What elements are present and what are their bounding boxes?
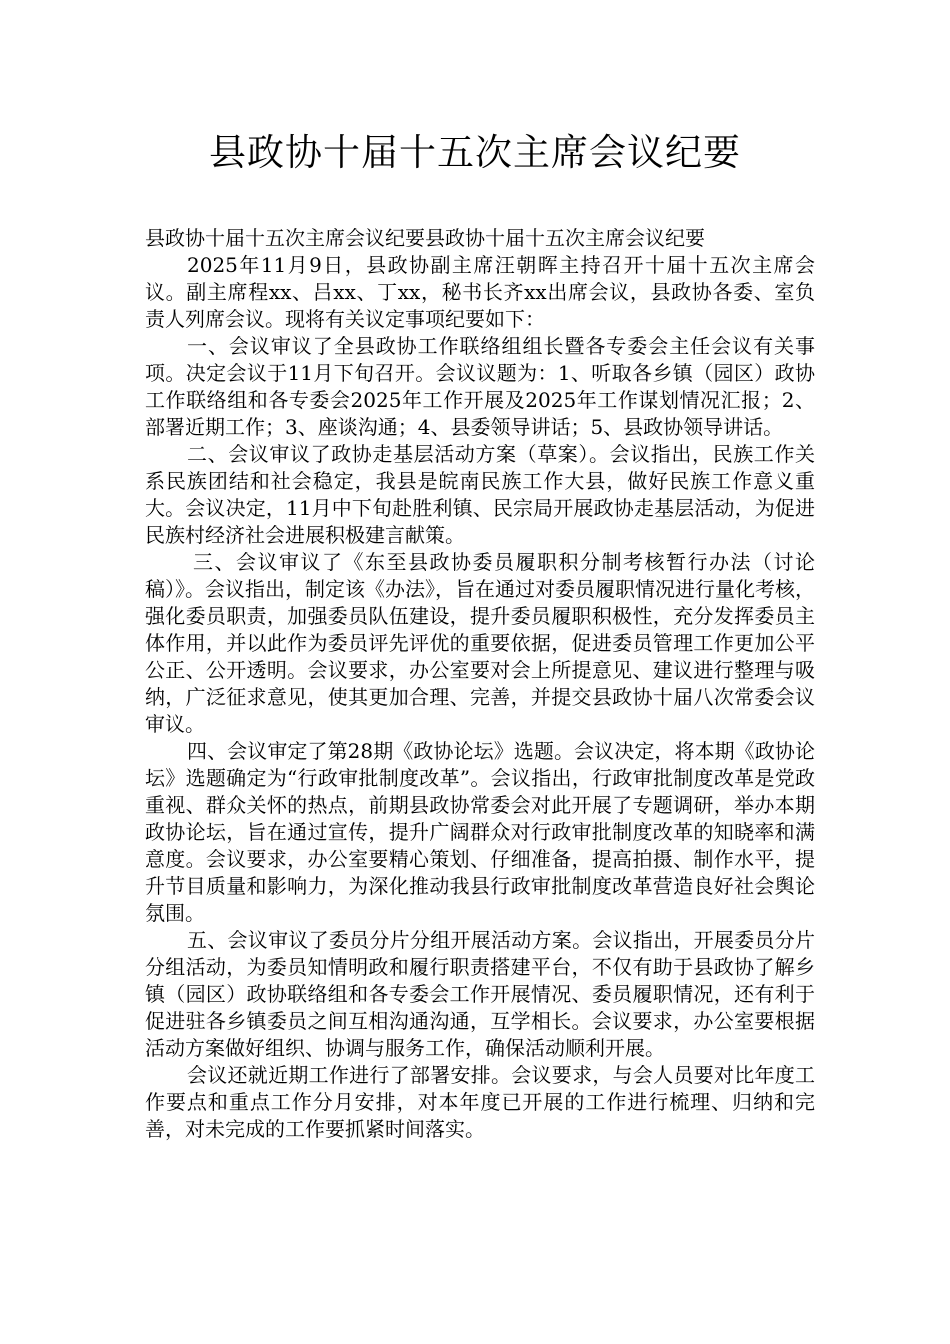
document-body [145,225,815,1143]
paragraph-item-2: 二、会议审议了政协走基层活动方案（草案）。会议指出，民族工作关系民族团结和社会稳定，我县是皖南民族工作大县，做好民族工作意义重大。会议决定，11月中下旬赴胜利镇、民宗局开展政协走基层活动，为促进民族村经济社会进展积极建言献策。 [145,442,815,547]
paragraph-intro: 2025年11月9日，县政协副主席汪朝晖主持召开十届十五次主席会议。副主席程xx、吕xx、丁xx，秘书长齐xx出席会议，县政协各委、室负责人列席会议。现将有关议定事项纪要如下： [145,253,815,331]
paragraph-item-5: 五、会议审议了委员分片分组开展活动方案。会议指出，开展委员分片分组活动，为委员知情明政和履行职责搭建平台，不仅有助于县政协了解乡镇（园区）政协联络组和各专委会工作开展情况、委员履职情况，还有利于促进驻各乡镇委员之间互相沟通沟通，互学相长。会议要求，办公室要根据活动方案做好组织、协调与服务工作，确保活动顺利开展。 [145,928,815,1060]
paragraph-closing: 会议还就近期工作进行了部署安排。会议要求，与会人员要对比年度工作要点和重点工作分月安排，对本年度已开展的工作进行梳理、归纳和完善，对未完成的工作要抓紧时间落实。 [145,1063,815,1141]
document-title: 县政协十届十五次主席会议纪要 [209,131,741,174]
paragraph-item-3: 三、会议审议了《东至县政协委员履职积分制考核暂行办法（讨论稿）》。会议指出，制定该《办法》，旨在通过对委员履职情况进行量化考核，强化委员职责，加强委员队伍建设，提升委员履职积极性，充分发挥委员主体作用，并以此作为委员评先评优的重要依据，促进委员管理工作更加公平公正、公开透明。会议要求，办公室要对会上所提意见、建议进行整理与吸纳，广泛征求意见，使其更加合理、完善，并提交县政协十届八次常委会议审议。 [145,550,815,736]
paragraph-item-4: 四、会议审定了第28期《政协论坛》选题。会议决定，将本期《政协论坛》选题确定为“行政审批制度改革”。会议指出，行政审批制度改革是党政重视、群众关怀的热点，前期县政协常委会对此开展了专题调研，举办本期政协论坛，旨在通过宣传，提升广阔群众对行政审批制度改革的知晓率和满意度。会议要求，办公室要精心策划、仔细准备，提高拍摄、制作水平，提升节目质量和影响力，为深化推动我县行政审批制度改革营造良好社会舆论氛围。 [145,739,815,925]
document-subtitle: 县政协十届十五次主席会议纪要县政协十届十五次主席会议纪要 [145,226,705,250]
paragraph-item-1: 一、会议审议了全县政协工作联络组组长暨各专委会主任会议有关事项。决定会议于11月下旬召开。会议议题为：1、听取各乡镇（园区）政协工作联络组和各专委会2025年工作开展及2025年工作谋划情况汇报；2、部署近期工作；3、座谈沟通；4、县委领导讲话；5、县政协领导讲话。 [145,334,815,439]
